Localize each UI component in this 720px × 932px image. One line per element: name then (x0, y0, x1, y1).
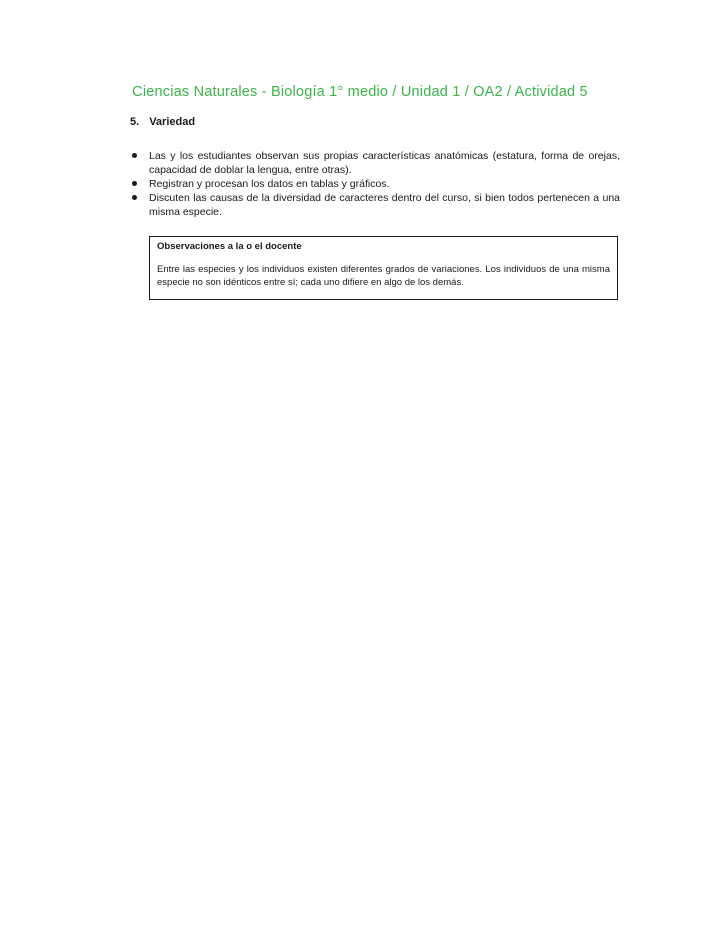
list-item (130, 191, 620, 219)
bullet-icon (132, 195, 137, 200)
list-item (130, 149, 620, 177)
section-number: 5. (130, 116, 140, 128)
list-item-text: Registran y procesan los datos en tablas y gráficos. (149, 178, 390, 190)
bullet-icon (132, 153, 137, 158)
observations-text: Entre las especies y los individuos existen diferentes grados de variaciones. Los individuos de una misma especie no son idénticos entre sí; cada uno difiere en algo de los demás. (157, 264, 610, 288)
bullet-icon (132, 181, 137, 186)
section-heading (130, 116, 195, 128)
observations-title: Observaciones a la o el docente (157, 241, 302, 252)
list-item-text: Las y los estudiantes observan sus propias características anatómicas (estatura, forma de orejas, capacidad de doblar la lengua, entre otras). (149, 150, 620, 176)
page-header-breadcrumb: Ciencias Naturales - Biología 1° medio / Unidad 1 / OA2 / Actividad 5 (132, 84, 588, 100)
section-title: Variedad (149, 116, 196, 128)
teacher-observations-box (149, 236, 618, 300)
list-item-text: Discuten las causas de la diversidad de caracteres dentro del curso, si bien todos pertenecen a una misma especie. (149, 192, 620, 218)
activity-bullet-list (130, 149, 620, 219)
list-item (130, 177, 620, 191)
